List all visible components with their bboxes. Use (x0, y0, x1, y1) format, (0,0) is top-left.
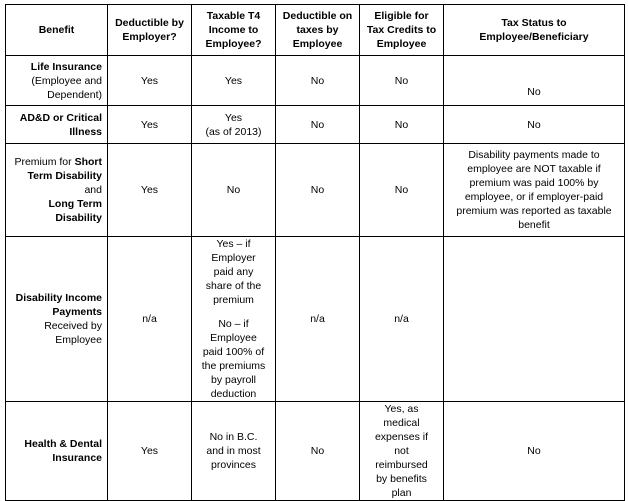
deductible-employer-cell: Yes (108, 106, 192, 144)
benefit-name-2: Long Term Disability (48, 198, 102, 224)
header-deductible-employee: Deductible on taxes by Employee (276, 5, 360, 56)
eligible-credits-cell: No (360, 106, 444, 144)
table-row (6, 402, 625, 501)
taxable-t4-cell (192, 237, 276, 402)
eligible-credits-cell: Yes, as medical expenses if not reimbursed by benefits plan (360, 402, 444, 501)
taxable-t4-cell: No (192, 144, 276, 237)
tax-status-cell (444, 237, 625, 402)
benefit-cell (6, 144, 108, 237)
tax-status-cell: No (444, 106, 625, 144)
header-taxable-t4: Taxable T4 Income to Employee? (192, 5, 276, 56)
benefit-cell (6, 237, 108, 402)
benefits-tax-table (5, 4, 625, 501)
benefit-prefix: Premium for (14, 156, 72, 168)
taxable-t4-note: (as of 2013) (205, 125, 262, 138)
table-row (6, 237, 625, 402)
taxable-t4-cell: Yes (192, 56, 276, 106)
benefit-name: Disability Income Payments (15, 292, 102, 318)
table-row (6, 56, 625, 106)
eligible-credits-cell: n/a (360, 237, 444, 402)
benefit-cell (6, 402, 108, 501)
benefit-conjunction: and (84, 184, 102, 196)
tax-status-cell: No (444, 56, 625, 106)
deductible-employee-cell: n/a (276, 237, 360, 402)
benefit-detail: (Employee and Dependent) (31, 74, 102, 101)
taxable-t4-no-condition: No – if Employee paid 100% of the premiums by payroll deduction (201, 318, 266, 400)
taxable-t4-value: Yes (224, 111, 243, 124)
deductible-employee-cell: No (276, 106, 360, 144)
benefit-name: Life Insurance (30, 60, 102, 73)
deductible-employee-cell: No (276, 56, 360, 106)
benefit-name: AD&D or Critical Illness (19, 111, 102, 138)
eligible-credits-cell: No (360, 144, 444, 237)
benefit-name: Short Term Disability (27, 156, 102, 182)
header-deductible-employer: Deductible by Employer? (108, 5, 192, 56)
tax-status-cell: No (444, 402, 625, 501)
deductible-employee-cell: No (276, 402, 360, 501)
taxable-t4-cell: No in B.C. and in most provinces (192, 402, 276, 501)
benefit-detail: Received by Employee (44, 320, 102, 346)
header-eligible-credits: Eligible for Tax Credits to Employee (360, 5, 444, 56)
benefit-name: Health & Dental Insurance (24, 438, 102, 464)
taxable-t4-cell (192, 106, 276, 144)
table-row (6, 106, 625, 144)
deductible-employer-cell: Yes (108, 144, 192, 237)
deductible-employer-cell: n/a (108, 237, 192, 402)
header-row (6, 5, 625, 56)
deductible-employee-cell: No (276, 144, 360, 237)
eligible-credits-cell: No (360, 56, 444, 106)
benefit-cell (6, 106, 108, 144)
taxable-t4-yes-condition: Yes – if Employer paid any share of the premium (205, 238, 262, 306)
benefit-cell (6, 56, 108, 106)
deductible-employer-cell: Yes (108, 402, 192, 501)
header-benefit: Benefit (6, 5, 108, 56)
deductible-employer-cell: Yes (108, 56, 192, 106)
table-row (6, 144, 625, 237)
tax-status-cell: Disability payments made to employee are NOT taxable if premium was paid 100% by employee, or if employer-paid premium was reported as taxable benefit (444, 144, 625, 237)
header-tax-status: Tax Status to Employee/Beneficiary (444, 5, 625, 56)
